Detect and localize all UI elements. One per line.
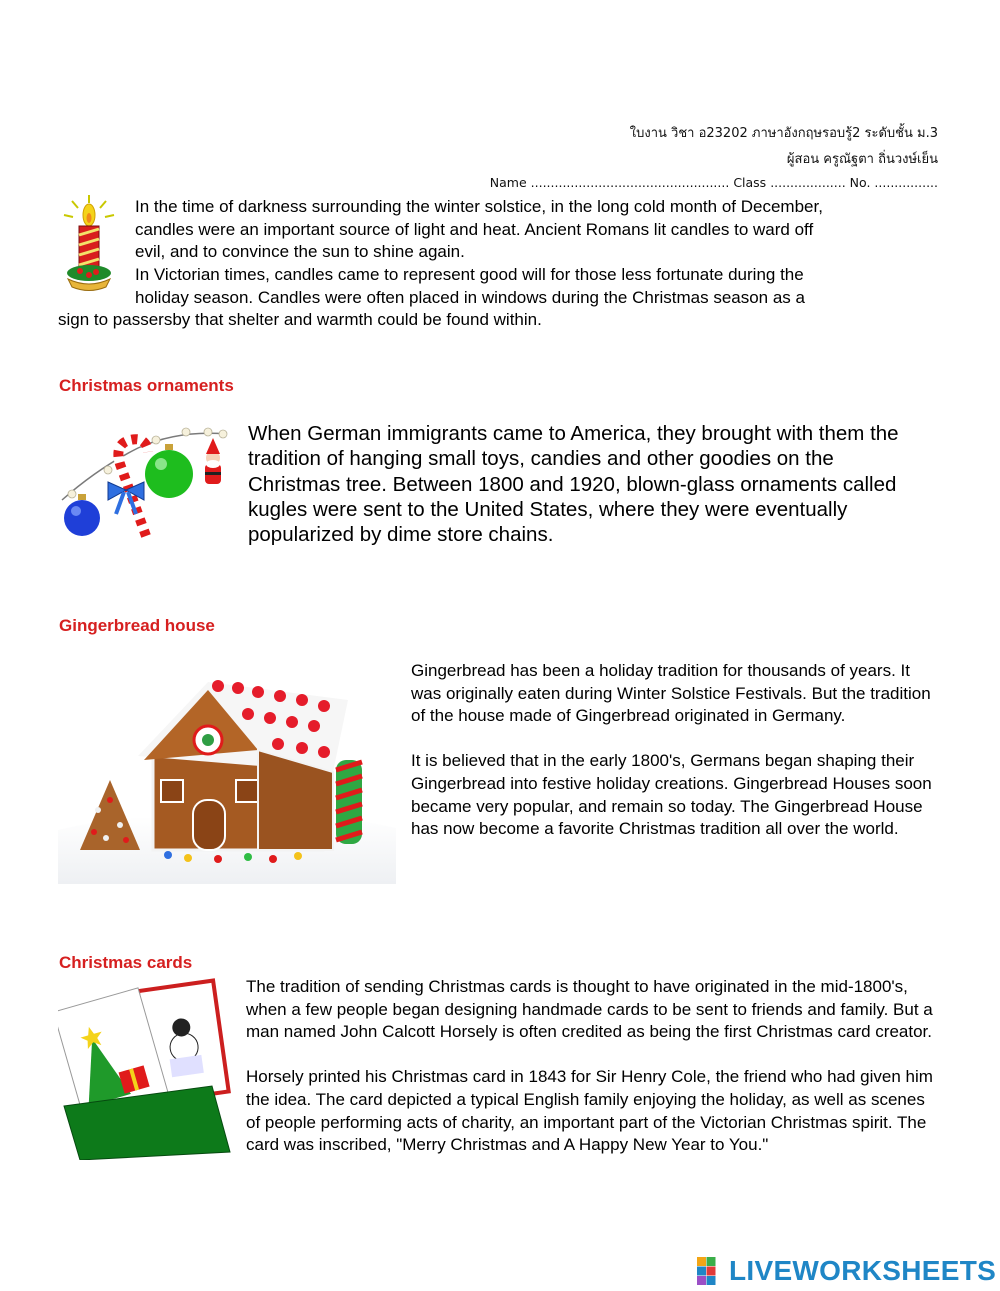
liveworksheets-logo[interactable] bbox=[697, 1255, 996, 1287]
gingerbread-paragraph-1: Gingerbread has been a holiday tradition for thousands of years. It was originally eaten during Winter Solstice Festivals. But the tradition of the house made of Gingerbread originated in Germany. bbox=[411, 661, 931, 726]
candles-paragraph-2-end bbox=[58, 309, 938, 332]
candles-line: In Victorian times, candles came to represent good will for those less fortunate during the bbox=[135, 265, 804, 285]
ornaments-illustration bbox=[58, 418, 236, 544]
name-blank[interactable]: .................................................. bbox=[530, 175, 730, 190]
candle-illustration bbox=[58, 193, 120, 295]
candles-line: In the time of darkness surrounding the winter solstice, in the long cold month of December, bbox=[135, 197, 823, 216]
cards-heading: Christmas cards bbox=[59, 953, 193, 972]
student-info-line bbox=[490, 175, 938, 190]
worksheet-teacher-line: ผู้สอน ครูณัฐตา ถิ่นวงษ์เย็น bbox=[786, 152, 938, 167]
liveworksheets-logo-text: LIVEWORKSHEETS bbox=[729, 1255, 997, 1286]
cards-paragraph-2: Horsely printed his Christmas card in 1843 for Sir Henry Cole, the friend who had given him the idea. The card depicted a typical English family enjoying the holiday, as well as scenes of people performing acts of charity, an important part of the Victorian Christmas spirit. The card was inscribed, "Merry Christmas and A Happy New Year to You." bbox=[246, 1067, 933, 1155]
liveworksheets-logo-icon bbox=[697, 1257, 725, 1285]
gingerbread-text bbox=[411, 660, 941, 841]
class-label: Class bbox=[733, 175, 767, 190]
cards-paragraph-1: The tradition of sending Christmas cards is thought to have originated in the mid-1800's, when a few people began designing handmade cards to be sent to friends and family. But a man named John Calcott Horsely is often credited as being the first Christmas card creator. bbox=[246, 977, 933, 1042]
candles-line: holiday season. Candles were often placed in windows during the Christmas season as a bbox=[135, 287, 805, 307]
christmas-cards-illustration bbox=[58, 976, 238, 1160]
candles-paragraph-1 bbox=[135, 196, 955, 310]
gingerbread-paragraph-2: It is believed that in the early 1800's, Germans began shaping their Gingerbread into festive holiday creations. Gingerbread Houses soon became very popular, and remain so today. The Gingerbread House has now become a favorite Christmas tradition all over the world. bbox=[411, 751, 932, 839]
candles-line: evil, and to convince the sun to shine again. bbox=[135, 242, 465, 262]
worksheet-subject-line: ใบงาน วิชา อ23202 ภาษาอังกฤษรอบรู้2 ระดับชั้น ม.3 bbox=[629, 126, 938, 141]
number-label: No. bbox=[849, 175, 871, 190]
cards-text bbox=[246, 976, 936, 1157]
ornaments-heading: Christmas ornaments bbox=[59, 376, 234, 395]
gingerbread-house-illustration bbox=[58, 660, 396, 884]
ornaments-paragraph: When German immigrants came to America, they brought with them the tradition of hanging small toys, candies and other goodies on the Christmas tree. Between 1800 and 1920, blown-glass ornaments called kugles were sent to the United States, where they were eventually popularized by dime store chains. bbox=[248, 422, 899, 547]
number-blank[interactable]: ................ bbox=[874, 175, 938, 190]
candles-line: candles were an important source of light and heat. Ancient Romans lit candles to ward off bbox=[135, 219, 814, 239]
candles-line: sign to passersby that shelter and warmth could be found within. bbox=[58, 310, 542, 329]
class-blank[interactable]: ................... bbox=[770, 175, 846, 190]
name-label: Name bbox=[489, 175, 527, 190]
gingerbread-heading: Gingerbread house bbox=[59, 616, 215, 635]
